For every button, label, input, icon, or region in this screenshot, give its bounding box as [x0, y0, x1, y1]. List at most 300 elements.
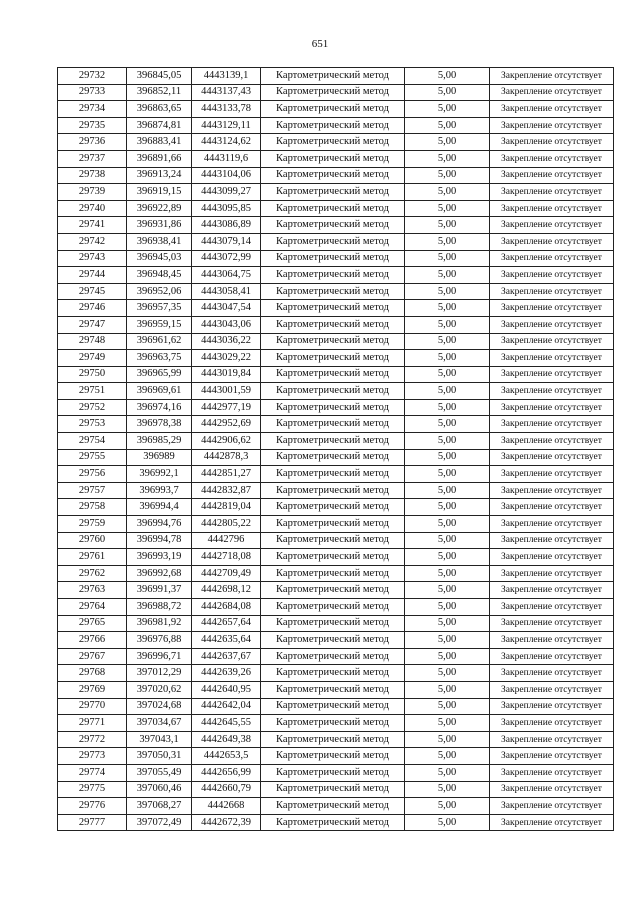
fixing-description-cell: Закрепление отсутствует: [490, 68, 614, 85]
fixing-description-cell: Закрепление отсутствует: [490, 416, 614, 433]
x-coordinate-cell: 396994,4: [127, 499, 192, 516]
method-cell: Картометрический метод: [261, 200, 405, 217]
table-row: [58, 300, 614, 317]
y-coordinate-cell: 4442637,67: [192, 648, 261, 665]
x-coordinate-cell: 396993,7: [127, 482, 192, 499]
table-row: [58, 798, 614, 815]
y-coordinate-cell: 4442906,62: [192, 433, 261, 450]
point-number-cell: 29759: [58, 516, 127, 533]
x-coordinate-cell: 396993,19: [127, 549, 192, 566]
x-coordinate-cell: 396965,99: [127, 366, 192, 383]
fixing-description-cell: Закрепление отсутствует: [490, 582, 614, 599]
method-cell: Картометрический метод: [261, 582, 405, 599]
y-coordinate-cell: 4443086,89: [192, 217, 261, 234]
table-row: [58, 316, 614, 333]
accuracy-cell: 5,00: [405, 731, 490, 748]
point-number-cell: 29756: [58, 466, 127, 483]
accuracy-cell: 5,00: [405, 150, 490, 167]
point-number-cell: 29747: [58, 316, 127, 333]
method-cell: Картометрический метод: [261, 516, 405, 533]
fixing-description-cell: Закрепление отсутствует: [490, 516, 614, 533]
y-coordinate-cell: 4443043,06: [192, 316, 261, 333]
x-coordinate-cell: 397012,29: [127, 665, 192, 682]
method-cell: Картометрический метод: [261, 433, 405, 450]
method-cell: Картометрический метод: [261, 283, 405, 300]
method-cell: Картометрический метод: [261, 68, 405, 85]
accuracy-cell: 5,00: [405, 416, 490, 433]
accuracy-cell: 5,00: [405, 117, 490, 134]
y-coordinate-cell: 4442653,5: [192, 748, 261, 765]
method-cell: Картометрический метод: [261, 366, 405, 383]
y-coordinate-cell: 4443072,99: [192, 250, 261, 267]
x-coordinate-cell: 396883,41: [127, 134, 192, 151]
accuracy-cell: 5,00: [405, 167, 490, 184]
point-number-cell: 29763: [58, 582, 127, 599]
method-cell: Картометрический метод: [261, 698, 405, 715]
y-coordinate-cell: 4442645,55: [192, 715, 261, 732]
y-coordinate-cell: 4442649,38: [192, 731, 261, 748]
y-coordinate-cell: 4442642,04: [192, 698, 261, 715]
x-coordinate-cell: 396985,29: [127, 433, 192, 450]
x-coordinate-cell: 396991,37: [127, 582, 192, 599]
accuracy-cell: 5,00: [405, 350, 490, 367]
method-cell: Картометрический метод: [261, 648, 405, 665]
method-cell: Картометрический метод: [261, 681, 405, 698]
y-coordinate-cell: 4442805,22: [192, 516, 261, 533]
x-coordinate-cell: 396994,76: [127, 516, 192, 533]
table-row: [58, 167, 614, 184]
table-row: [58, 283, 614, 300]
point-number-cell: 29773: [58, 748, 127, 765]
method-cell: Картометрический метод: [261, 117, 405, 134]
fixing-description-cell: Закрепление отсутствует: [490, 134, 614, 151]
point-number-cell: 29752: [58, 399, 127, 416]
fixing-description-cell: Закрепление отсутствует: [490, 250, 614, 267]
y-coordinate-cell: 4442851,27: [192, 466, 261, 483]
table-row: [58, 267, 614, 284]
x-coordinate-cell: 396863,65: [127, 101, 192, 118]
method-cell: Картометрический метод: [261, 615, 405, 632]
x-coordinate-cell: 396969,61: [127, 383, 192, 400]
accuracy-cell: 5,00: [405, 233, 490, 250]
y-coordinate-cell: 4442832,87: [192, 482, 261, 499]
accuracy-cell: 5,00: [405, 184, 490, 201]
y-coordinate-cell: 4442819,04: [192, 499, 261, 516]
table-row: [58, 200, 614, 217]
method-cell: Картометрический метод: [261, 565, 405, 582]
method-cell: Картометрический метод: [261, 798, 405, 815]
method-cell: Картометрический метод: [261, 632, 405, 649]
y-coordinate-cell: 4442977,19: [192, 399, 261, 416]
point-number-cell: 29750: [58, 366, 127, 383]
table-row: [58, 482, 614, 499]
fixing-description-cell: Закрепление отсутствует: [490, 565, 614, 582]
point-number-cell: 29775: [58, 781, 127, 798]
accuracy-cell: 5,00: [405, 316, 490, 333]
accuracy-cell: 5,00: [405, 399, 490, 416]
x-coordinate-cell: 397068,27: [127, 798, 192, 815]
point-number-cell: 29772: [58, 731, 127, 748]
method-cell: Картометрический метод: [261, 300, 405, 317]
table-row: [58, 333, 614, 350]
accuracy-cell: 5,00: [405, 814, 490, 831]
accuracy-cell: 5,00: [405, 250, 490, 267]
x-coordinate-cell: 396913,24: [127, 167, 192, 184]
table-row: [58, 582, 614, 599]
fixing-description-cell: Закрепление отсутствует: [490, 167, 614, 184]
point-number-cell: 29753: [58, 416, 127, 433]
method-cell: Картометрический метод: [261, 781, 405, 798]
point-number-cell: 29737: [58, 150, 127, 167]
table-row: [58, 433, 614, 450]
point-number-cell: 29766: [58, 632, 127, 649]
point-number-cell: 29769: [58, 681, 127, 698]
point-number-cell: 29767: [58, 648, 127, 665]
fixing-description-cell: Закрепление отсутствует: [490, 300, 614, 317]
fixing-description-cell: Закрепление отсутствует: [490, 449, 614, 466]
page-number: 651: [311, 38, 329, 50]
x-coordinate-cell: 397020,62: [127, 681, 192, 698]
table-row: [58, 781, 614, 798]
table-row: [58, 698, 614, 715]
fixing-description-cell: Закрепление отсутствует: [490, 648, 614, 665]
y-coordinate-cell: 4443095,85: [192, 200, 261, 217]
accuracy-cell: 5,00: [405, 499, 490, 516]
fixing-description-cell: Закрепление отсутствует: [490, 366, 614, 383]
point-number-cell: 29755: [58, 449, 127, 466]
method-cell: Картометрический метод: [261, 167, 405, 184]
point-number-cell: 29744: [58, 267, 127, 284]
point-number-cell: 29751: [58, 383, 127, 400]
fixing-description-cell: Закрепление отсутствует: [490, 715, 614, 732]
method-cell: Картометрический метод: [261, 482, 405, 499]
point-number-cell: 29732: [58, 68, 127, 85]
accuracy-cell: 5,00: [405, 532, 490, 549]
fixing-description-cell: Закрепление отсутствует: [490, 316, 614, 333]
accuracy-cell: 5,00: [405, 764, 490, 781]
y-coordinate-cell: 4443064,75: [192, 267, 261, 284]
fixing-description-cell: Закрепление отсутствует: [490, 101, 614, 118]
x-coordinate-cell: 396874,81: [127, 117, 192, 134]
fixing-description-cell: Закрепление отсутствует: [490, 217, 614, 234]
table-row: [58, 764, 614, 781]
x-coordinate-cell: 396992,1: [127, 466, 192, 483]
fixing-description-cell: Закрепление отсутствует: [490, 333, 614, 350]
accuracy-cell: 5,00: [405, 366, 490, 383]
x-coordinate-cell: 396959,15: [127, 316, 192, 333]
table-row: [58, 383, 614, 400]
y-coordinate-cell: 4442656,99: [192, 764, 261, 781]
point-number-cell: 29761: [58, 549, 127, 566]
table-row: [58, 549, 614, 566]
x-coordinate-cell: 396981,92: [127, 615, 192, 632]
fixing-description-cell: Закрепление отсутствует: [490, 150, 614, 167]
accuracy-cell: 5,00: [405, 383, 490, 400]
y-coordinate-cell: 4442640,95: [192, 681, 261, 698]
accuracy-cell: 5,00: [405, 300, 490, 317]
fixing-description-cell: Закрепление отсутствует: [490, 814, 614, 831]
method-cell: Картометрический метод: [261, 333, 405, 350]
accuracy-cell: 5,00: [405, 84, 490, 101]
coordinates-table: [57, 67, 614, 831]
table-row: [58, 532, 614, 549]
point-number-cell: 29757: [58, 482, 127, 499]
x-coordinate-cell: 396852,11: [127, 84, 192, 101]
x-coordinate-cell: 397072,49: [127, 814, 192, 831]
method-cell: Картометрический метод: [261, 267, 405, 284]
point-number-cell: 29776: [58, 798, 127, 815]
fixing-description-cell: Закрепление отсутствует: [490, 681, 614, 698]
point-number-cell: 29736: [58, 134, 127, 151]
point-number-cell: 29734: [58, 101, 127, 118]
accuracy-cell: 5,00: [405, 599, 490, 616]
y-coordinate-cell: 4442668: [192, 798, 261, 815]
fixing-description-cell: Закрепление отсутствует: [490, 632, 614, 649]
accuracy-cell: 5,00: [405, 582, 490, 599]
point-number-cell: 29742: [58, 233, 127, 250]
table-row: [58, 748, 614, 765]
y-coordinate-cell: 4442657,64: [192, 615, 261, 632]
table-row: [58, 134, 614, 151]
method-cell: Картометрический метод: [261, 599, 405, 616]
accuracy-cell: 5,00: [405, 449, 490, 466]
point-number-cell: 29748: [58, 333, 127, 350]
table-row: [58, 366, 614, 383]
accuracy-cell: 5,00: [405, 433, 490, 450]
point-number-cell: 29743: [58, 250, 127, 267]
fixing-description-cell: Закрепление отсутствует: [490, 781, 614, 798]
accuracy-cell: 5,00: [405, 466, 490, 483]
fixing-description-cell: Закрепление отсутствует: [490, 200, 614, 217]
fixing-description-cell: Закрепление отсутствует: [490, 433, 614, 450]
table-row: [58, 150, 614, 167]
fixing-description-cell: Закрепление отсутствует: [490, 731, 614, 748]
table-row: [58, 184, 614, 201]
accuracy-cell: 5,00: [405, 516, 490, 533]
method-cell: Картометрический метод: [261, 814, 405, 831]
method-cell: Картометрический метод: [261, 101, 405, 118]
accuracy-cell: 5,00: [405, 698, 490, 715]
point-number-cell: 29777: [58, 814, 127, 831]
accuracy-cell: 5,00: [405, 217, 490, 234]
y-coordinate-cell: 4442796: [192, 532, 261, 549]
fixing-description-cell: Закрепление отсутствует: [490, 599, 614, 616]
method-cell: Картометрический метод: [261, 383, 405, 400]
y-coordinate-cell: 4443047,54: [192, 300, 261, 317]
y-coordinate-cell: 4443019,84: [192, 366, 261, 383]
fixing-description-cell: Закрепление отсутствует: [490, 117, 614, 134]
accuracy-cell: 5,00: [405, 267, 490, 284]
fixing-description-cell: Закрепление отсутствует: [490, 798, 614, 815]
x-coordinate-cell: 397060,46: [127, 781, 192, 798]
y-coordinate-cell: 4442684,08: [192, 599, 261, 616]
method-cell: Картометрический метод: [261, 233, 405, 250]
x-coordinate-cell: 397043,1: [127, 731, 192, 748]
table-row: [58, 565, 614, 582]
fixing-description-cell: Закрепление отсутствует: [490, 532, 614, 549]
point-number-cell: 29745: [58, 283, 127, 300]
y-coordinate-cell: 4442660,79: [192, 781, 261, 798]
y-coordinate-cell: 4442698,12: [192, 582, 261, 599]
method-cell: Картометрический метод: [261, 399, 405, 416]
table-row: [58, 814, 614, 831]
accuracy-cell: 5,00: [405, 648, 490, 665]
x-coordinate-cell: 397034,67: [127, 715, 192, 732]
method-cell: Картометрический метод: [261, 466, 405, 483]
fixing-description-cell: Закрепление отсутствует: [490, 283, 614, 300]
point-number-cell: 29765: [58, 615, 127, 632]
method-cell: Картометрический метод: [261, 532, 405, 549]
method-cell: Картометрический метод: [261, 184, 405, 201]
x-coordinate-cell: 396938,41: [127, 233, 192, 250]
table-row: [58, 233, 614, 250]
accuracy-cell: 5,00: [405, 333, 490, 350]
x-coordinate-cell: 396963,75: [127, 350, 192, 367]
accuracy-cell: 5,00: [405, 68, 490, 85]
y-coordinate-cell: 4442952,69: [192, 416, 261, 433]
y-coordinate-cell: 4443001,59: [192, 383, 261, 400]
table-row: [58, 101, 614, 118]
table-row: [58, 449, 614, 466]
table-row: [58, 117, 614, 134]
fixing-description-cell: Закрепление отсутствует: [490, 350, 614, 367]
method-cell: Картометрический метод: [261, 84, 405, 101]
point-number-cell: 29771: [58, 715, 127, 732]
table-row: [58, 466, 614, 483]
method-cell: Картометрический метод: [261, 217, 405, 234]
x-coordinate-cell: 396945,03: [127, 250, 192, 267]
fixing-description-cell: Закрепление отсутствует: [490, 233, 614, 250]
method-cell: Картометрический метод: [261, 134, 405, 151]
table-row: [58, 715, 614, 732]
x-coordinate-cell: 396919,15: [127, 184, 192, 201]
table-row: [58, 648, 614, 665]
method-cell: Картометрический метод: [261, 350, 405, 367]
table-row: [58, 84, 614, 101]
method-cell: Картометрический метод: [261, 549, 405, 566]
y-coordinate-cell: 4442878,3: [192, 449, 261, 466]
accuracy-cell: 5,00: [405, 681, 490, 698]
fixing-description-cell: Закрепление отсутствует: [490, 466, 614, 483]
table-row: [58, 399, 614, 416]
x-coordinate-cell: 397024,68: [127, 698, 192, 715]
table-body: [58, 68, 614, 831]
method-cell: Картометрический метод: [261, 150, 405, 167]
fixing-description-cell: Закрепление отсутствует: [490, 499, 614, 516]
fixing-description-cell: Закрепление отсутствует: [490, 698, 614, 715]
accuracy-cell: 5,00: [405, 482, 490, 499]
method-cell: Картометрический метод: [261, 250, 405, 267]
fixing-description-cell: Закрепление отсутствует: [490, 665, 614, 682]
fixing-description-cell: Закрепление отсутствует: [490, 748, 614, 765]
table-row: [58, 68, 614, 85]
y-coordinate-cell: 4443137,43: [192, 84, 261, 101]
method-cell: Картометрический метод: [261, 316, 405, 333]
x-coordinate-cell: 397050,31: [127, 748, 192, 765]
x-coordinate-cell: 396992,68: [127, 565, 192, 582]
y-coordinate-cell: 4442639,26: [192, 665, 261, 682]
accuracy-cell: 5,00: [405, 283, 490, 300]
point-number-cell: 29760: [58, 532, 127, 549]
x-coordinate-cell: 396957,35: [127, 300, 192, 317]
table-row: [58, 599, 614, 616]
accuracy-cell: 5,00: [405, 665, 490, 682]
x-coordinate-cell: 396961,62: [127, 333, 192, 350]
accuracy-cell: 5,00: [405, 200, 490, 217]
y-coordinate-cell: 4442672,39: [192, 814, 261, 831]
table-row: [58, 632, 614, 649]
point-number-cell: 29746: [58, 300, 127, 317]
fixing-description-cell: Закрепление отсутствует: [490, 383, 614, 400]
accuracy-cell: 5,00: [405, 101, 490, 118]
x-coordinate-cell: 396891,66: [127, 150, 192, 167]
y-coordinate-cell: 4442718,08: [192, 549, 261, 566]
point-number-cell: 29733: [58, 84, 127, 101]
accuracy-cell: 5,00: [405, 715, 490, 732]
fixing-description-cell: Закрепление отсутствует: [490, 84, 614, 101]
x-coordinate-cell: 396974,16: [127, 399, 192, 416]
fixing-description-cell: Закрепление отсутствует: [490, 549, 614, 566]
point-number-cell: 29762: [58, 565, 127, 582]
method-cell: Картометрический метод: [261, 416, 405, 433]
method-cell: Картометрический метод: [261, 748, 405, 765]
point-number-cell: 29774: [58, 764, 127, 781]
x-coordinate-cell: 397055,49: [127, 764, 192, 781]
table-row: [58, 499, 614, 516]
x-coordinate-cell: 396978,38: [127, 416, 192, 433]
fixing-description-cell: Закрепление отсутствует: [490, 184, 614, 201]
point-number-cell: 29754: [58, 433, 127, 450]
point-number-cell: 29749: [58, 350, 127, 367]
point-number-cell: 29770: [58, 698, 127, 715]
point-number-cell: 29735: [58, 117, 127, 134]
fixing-description-cell: Закрепление отсутствует: [490, 267, 614, 284]
y-coordinate-cell: 4443139,1: [192, 68, 261, 85]
y-coordinate-cell: 4442709,49: [192, 565, 261, 582]
point-number-cell: 29739: [58, 184, 127, 201]
method-cell: Картометрический метод: [261, 764, 405, 781]
table-row: [58, 350, 614, 367]
table-row: [58, 681, 614, 698]
method-cell: Картометрический метод: [261, 665, 405, 682]
y-coordinate-cell: 4443079,14: [192, 233, 261, 250]
y-coordinate-cell: 4443104,06: [192, 167, 261, 184]
y-coordinate-cell: 4443029,22: [192, 350, 261, 367]
x-coordinate-cell: 396994,78: [127, 532, 192, 549]
x-coordinate-cell: 396922,89: [127, 200, 192, 217]
y-coordinate-cell: 4442635,64: [192, 632, 261, 649]
point-number-cell: 29738: [58, 167, 127, 184]
point-number-cell: 29740: [58, 200, 127, 217]
x-coordinate-cell: 396976,88: [127, 632, 192, 649]
table-row: [58, 516, 614, 533]
y-coordinate-cell: 4443133,78: [192, 101, 261, 118]
fixing-description-cell: Закрепление отсутствует: [490, 482, 614, 499]
y-coordinate-cell: 4443124,62: [192, 134, 261, 151]
accuracy-cell: 5,00: [405, 798, 490, 815]
method-cell: Картометрический метод: [261, 731, 405, 748]
accuracy-cell: 5,00: [405, 549, 490, 566]
method-cell: Картометрический метод: [261, 715, 405, 732]
fixing-description-cell: Закрепление отсутствует: [490, 615, 614, 632]
table-row: [58, 416, 614, 433]
x-coordinate-cell: 396931,86: [127, 217, 192, 234]
point-number-cell: 29741: [58, 217, 127, 234]
method-cell: Картометрический метод: [261, 449, 405, 466]
fixing-description-cell: Закрепление отсутствует: [490, 764, 614, 781]
accuracy-cell: 5,00: [405, 632, 490, 649]
table-row: [58, 731, 614, 748]
